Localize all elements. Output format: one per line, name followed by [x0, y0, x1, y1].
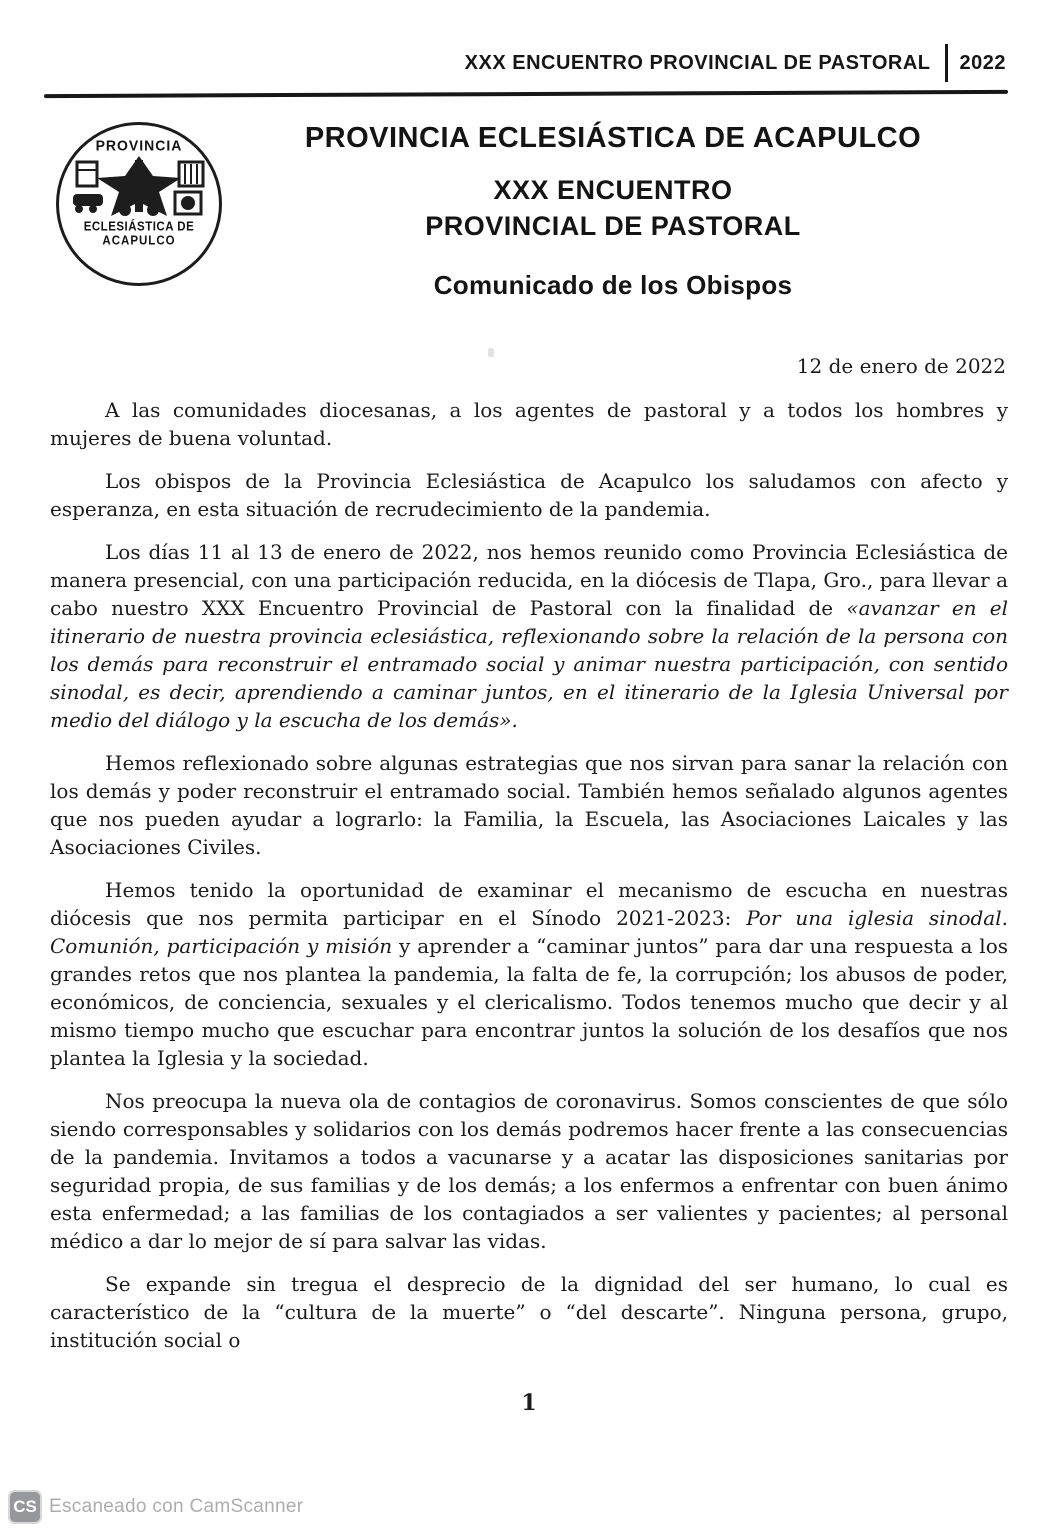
camscanner-label: Escaneado con CamScanner — [49, 1496, 304, 1517]
province-seal — [56, 122, 222, 286]
body-text: Los obispos de la Provincia Eclesiástica de Acapulco los saludamos con afecto y esperanza, en esta situación de recrudecimiento de la pandemia. — [50, 469, 1008, 521]
subtitle-line-2: PROVINCIAL DE PASTORAL — [425, 211, 801, 242]
paragraph — [50, 1087, 1008, 1255]
date-line: 12 de enero de 2022 — [796, 354, 1006, 378]
paragraph — [50, 396, 1008, 452]
seal-bottom-text-2: ACAPULCO — [102, 234, 176, 248]
body-text: A las comunidades diocesanas, a los agentes de pastoral y a todos los hombres y mujeres de buena voluntad. — [50, 398, 1008, 450]
document-subtitle — [228, 172, 998, 245]
camscanner-icon: CS — [10, 1492, 40, 1522]
body-text: y aprender a “caminar juntos” para dar una respuesta a los grandes retos que nos plantea la pandemia, la falta de fe, la corrupción; los abusos de poder, económicos, de conciencia, sexuales y el clericalismo. Todos tenemos mucho que decir y al mismo tiempo mucho que escuchar para encontrar juntos la solución de los desafíos que nos plantea la Iglesia y la sociedad. — [50, 934, 1008, 1070]
header-rule — [44, 90, 1008, 98]
body-text: Nos preocupa la nueva ola de contagios de coronavirus. Somos conscientes de que sólo siendo corresponsables y solidarios con los demás podremos hacer frente a las consecuencias de la pandemia. Invitamos a todos a vacunarse y a acatar las disposiciones sanitarias por seguridad propia, de sus familias y de los demás; a los enfermos a enfrentar con buen ánimo esta enfermedad; a las familias de los contagiados a ser valientes y pacientes; al personal médico a dar lo mejor de sí para salvar las vidas. — [50, 1089, 1008, 1253]
seal-emblem-graphic — [69, 154, 209, 220]
seal-bottom-text-1: ECLESIÁSTICA DE — [83, 220, 195, 234]
body-text: Hemos reflexionado sobre algunas estrategias que nos sirvan para sanar la relación con los demás y poder reconstruir el entramado social. También hemos señalado algunos agentes que nos pueden ayudar a lograrlo: la Familia, la Escuela, las Asociaciones Laicales y las Asociaciones Civiles. — [50, 751, 1008, 859]
camscanner-footer — [10, 1492, 303, 1522]
body-text: Se expande sin tregua el desprecio de la dignidad del ser humano, lo cual es característico de la “cultura de la muerte” o “del descarte”. Ninguna persona, grupo, institución social o — [50, 1272, 1008, 1352]
scan-artifact — [488, 348, 494, 357]
body-text: Los días 11 al 13 de enero de 2022, nos hemos reunido como Provincia Eclesiástica de manera presencial, con una participación reducida, en la diócesis de Tlapa, Gro., para llevar a cabo nuestro XXX Encuentro Provincial de Pastoral con la finalidad de — [50, 540, 1008, 620]
paragraph — [50, 538, 1008, 734]
seal-emblem-icon — [69, 154, 209, 220]
paragraph — [50, 876, 1008, 1072]
italic-text: «avanzar en el itinerario de nuestra provincia eclesiástica, reflexionando sobre la relación de la persona con los demás para reconstruir el entramado social y animar nuestra participación, con sentido sinodal, es decir, aprendiendo a caminar juntos, en el itinerario de la Iglesia Universal por medio del diálogo y la escucha de los demás». — [50, 596, 1009, 732]
document-title: PROVINCIA ECLESIÁSTICA DE ACAPULCO — [304, 122, 922, 154]
paragraph — [50, 1270, 1008, 1354]
document-type-heading: Comunicado de los Obispos — [433, 269, 793, 300]
subtitle-line-1: XXX ENCUENTRO — [493, 175, 733, 205]
paragraph — [50, 467, 1008, 523]
header-divider — [945, 44, 948, 82]
paragraph-list — [50, 396, 1008, 1354]
body-text: Hemos tenido la oportunidad de examinar el mecanismo de escucha en nuestras diócesis que nos permita participar en el Sínodo 2021-2023: — [50, 878, 1008, 930]
title-block — [228, 122, 998, 301]
document-body — [50, 352, 1008, 1369]
page-number: 1 — [521, 1390, 537, 1416]
header-year: 2022 — [959, 51, 1006, 74]
header-title: XXX ENCUENTRO PROVINCIAL DE PASTORAL — [464, 51, 931, 74]
seal-top-text: PROVINCIA — [95, 136, 183, 154]
page-header — [45, 44, 1006, 82]
paragraph — [50, 749, 1008, 861]
italic-text: Por una iglesia sinodal. Comunión, participación y misión — [50, 906, 1008, 958]
